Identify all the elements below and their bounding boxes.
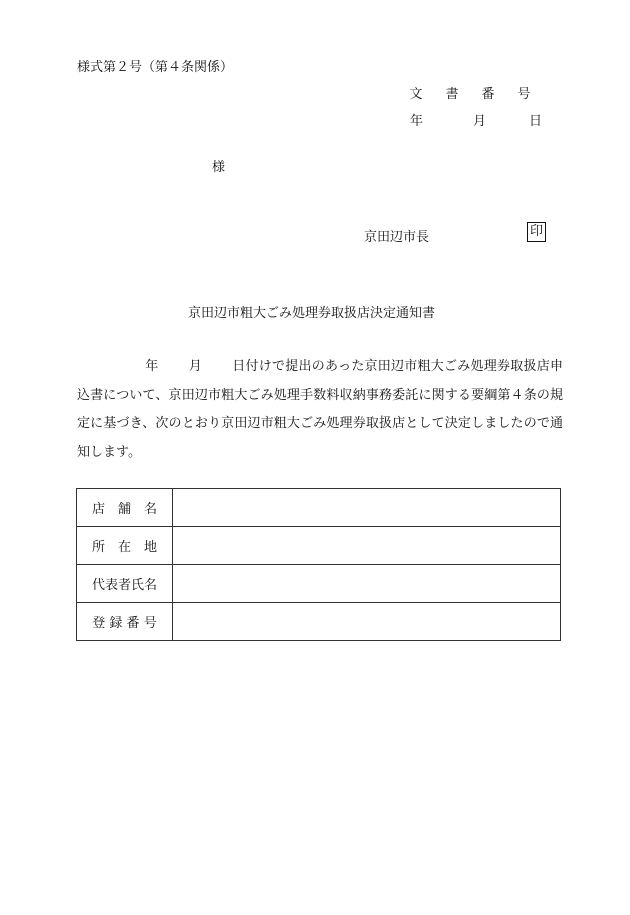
row-label-representative: 代表者氏名 <box>77 565 173 603</box>
row-label-registration-number: 登 録 番 号 <box>77 603 173 641</box>
doc-number-char: 書 <box>445 87 459 102</box>
registration-table <box>76 488 561 641</box>
row-label-store-name: 店 舗 名 <box>77 489 173 527</box>
sender-name: 京田辺市長 <box>364 230 430 245</box>
date-line <box>410 110 542 129</box>
row-value-representative[interactable] <box>173 565 561 603</box>
date-day: 日 <box>528 114 542 129</box>
body-year-mark: 年 <box>145 359 159 374</box>
row-value-address[interactable] <box>173 527 561 565</box>
document-number-label <box>398 83 542 102</box>
date-year: 年 <box>410 114 424 129</box>
table-row <box>77 489 561 527</box>
body-month-mark: 月 <box>188 359 202 374</box>
row-value-registration-number[interactable] <box>173 603 561 641</box>
body-text: 日付けで提出のあった京田辺市粗大ごみ処理券取扱店申込書について、京田辺市粗大ごみ処理手数料収納事務委託に関する要綱第４条の規定に基づき、次のとおり京田辺市粗大ごみ処理券取扱店として決定しましたので通知します。 <box>77 359 563 460</box>
date-month: 月 <box>472 114 486 129</box>
table-row <box>77 603 561 641</box>
row-label-address: 所 在 地 <box>77 527 173 565</box>
addressee-suffix: 様 <box>212 160 226 175</box>
seal-mark: 印 <box>527 222 546 242</box>
table-row <box>77 565 561 603</box>
form-number: 様式第２号（第４条関係） <box>77 60 234 75</box>
doc-number-char: 号 <box>517 87 531 102</box>
doc-number-char: 文 <box>409 87 423 102</box>
row-value-store-name[interactable] <box>173 489 561 527</box>
body-paragraph <box>77 353 563 467</box>
table-row <box>77 527 561 565</box>
doc-number-char: 番 <box>481 87 495 102</box>
document-title: 京田辺市粗大ごみ処理券取扱店決定通知書 <box>188 306 436 321</box>
